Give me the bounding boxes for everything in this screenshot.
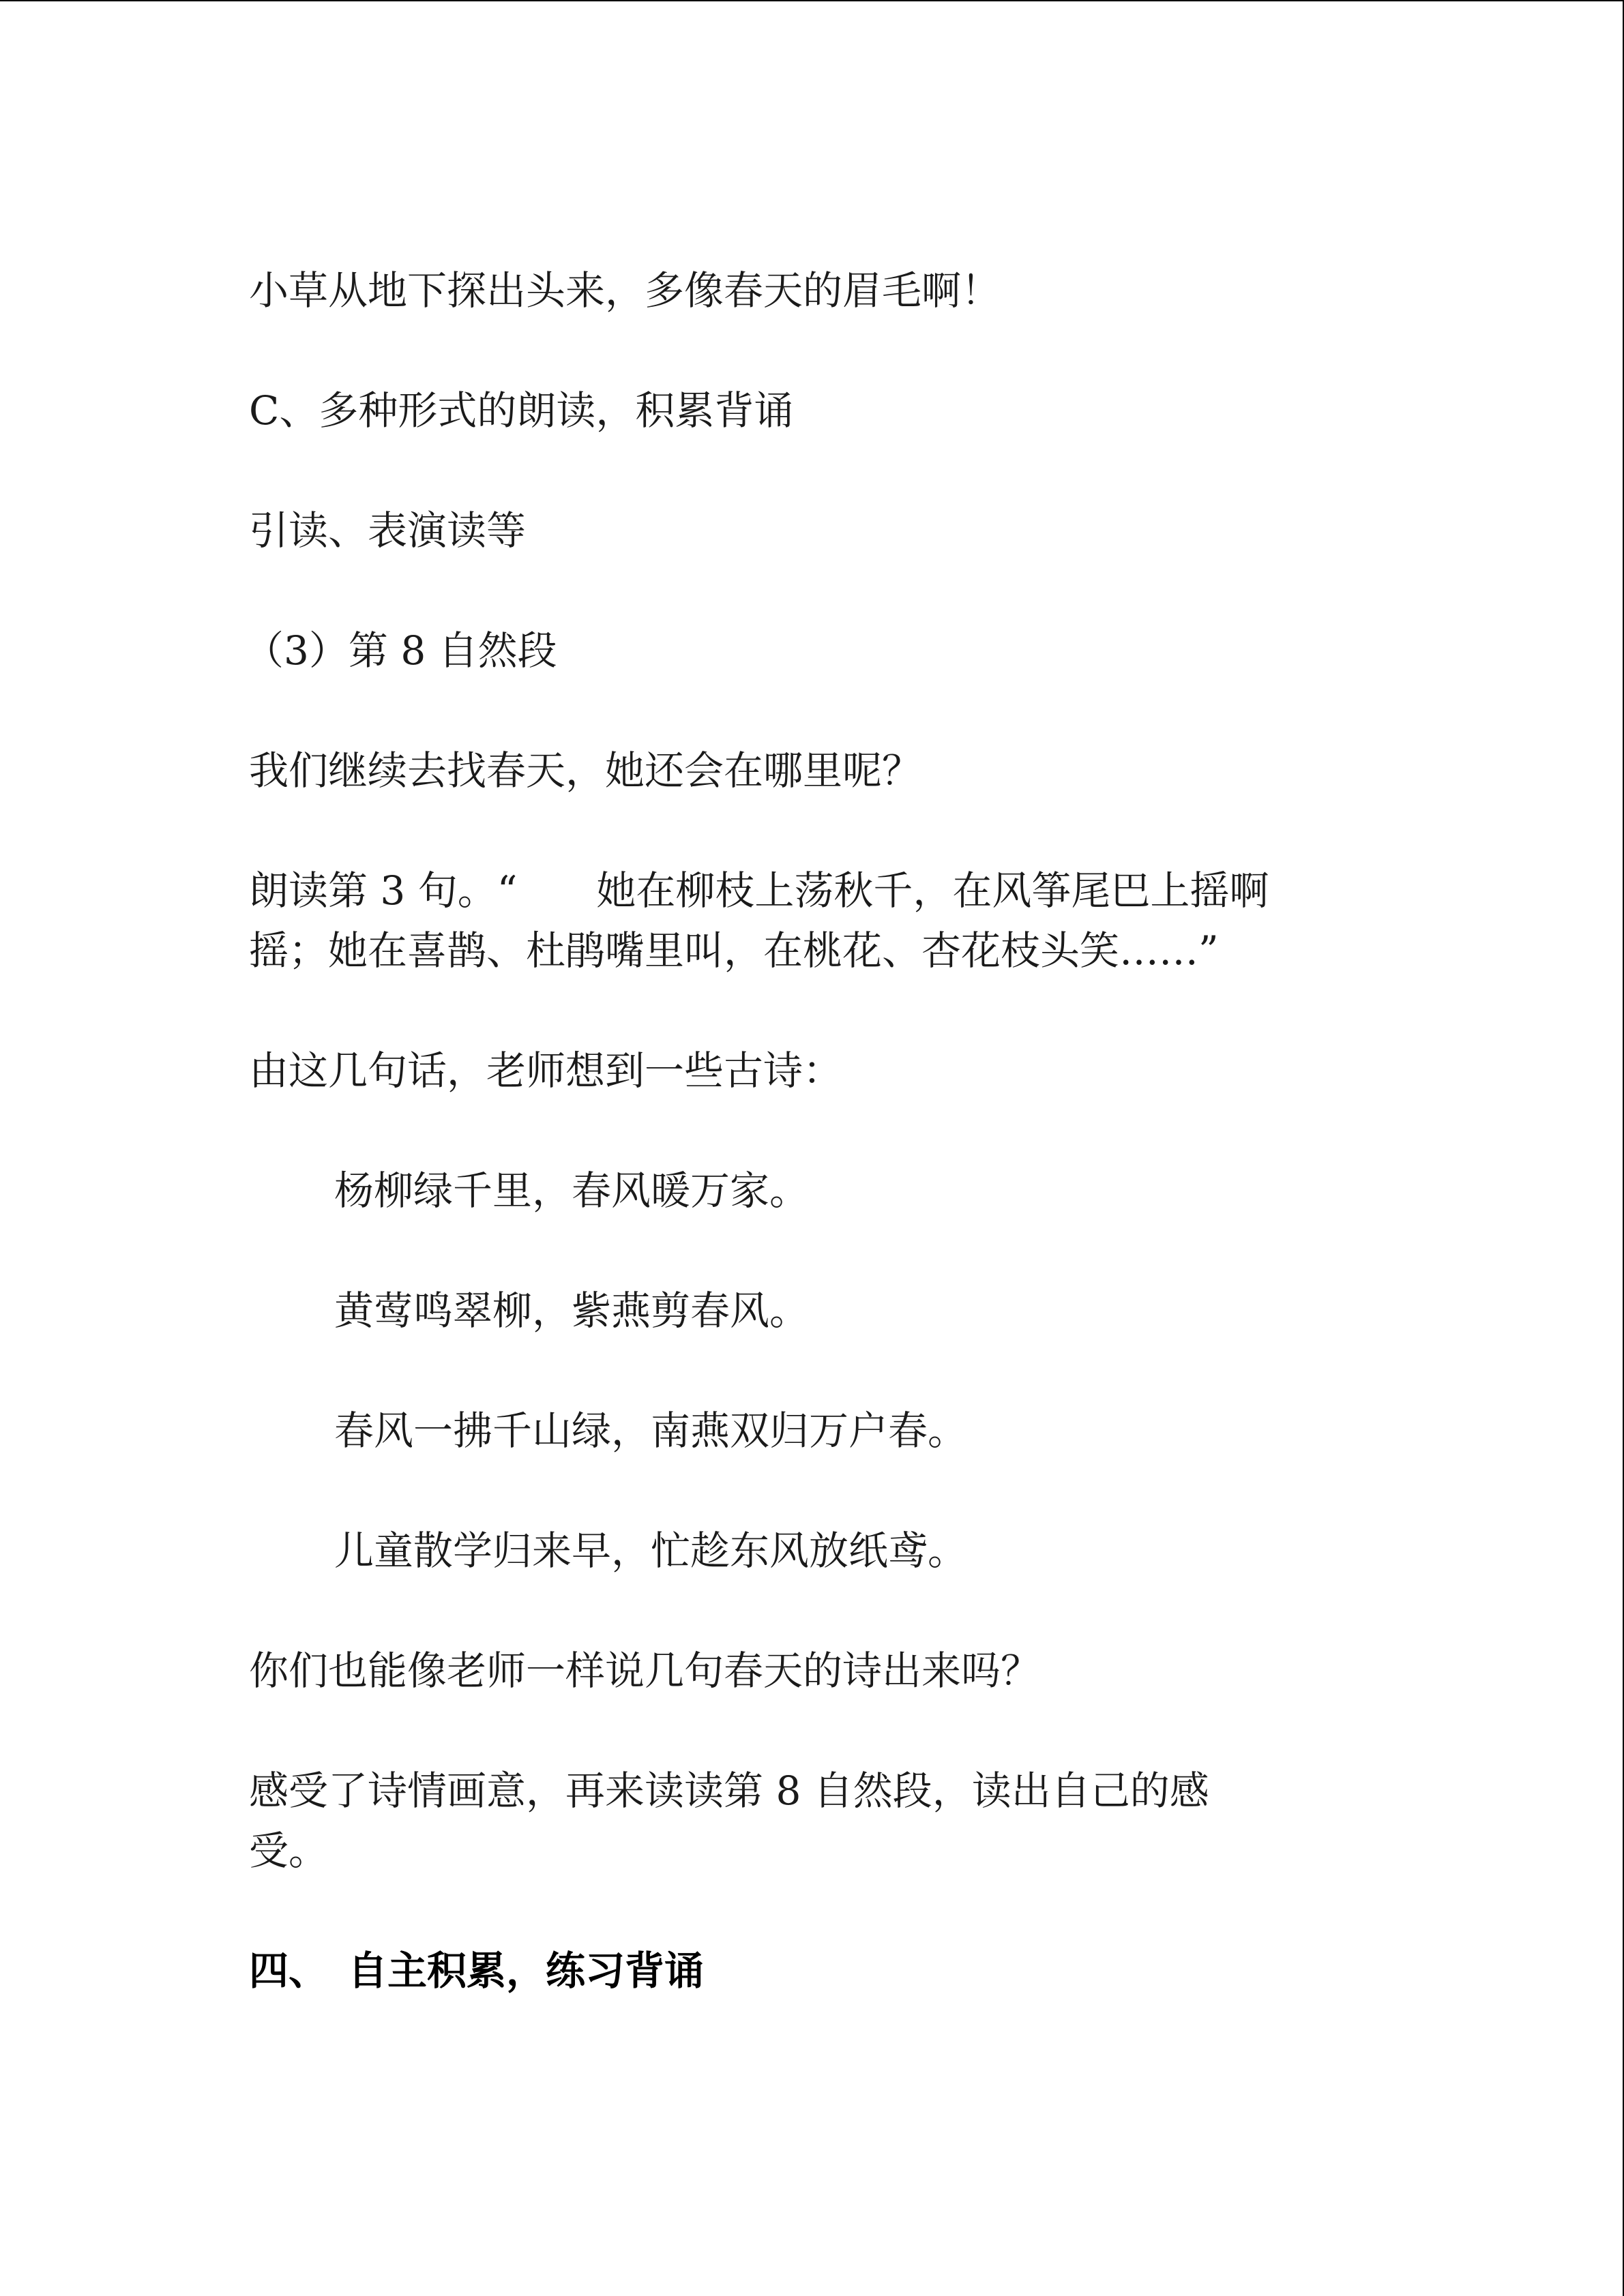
poem-line: 杨柳绿千里，春风暖万家。	[334, 1167, 810, 1214]
text-line: 摇；她在喜鹊、杜鹃嘴里叫，在桃花、杏花枝头笑……”	[249, 927, 1219, 974]
text-line: 小草从地下探出头来，多像春天的眉毛啊！	[249, 267, 1001, 314]
poem-line: 春风一拂千山绿，南燕双归万户春。	[334, 1407, 968, 1454]
poem-line: 黄莺鸣翠柳，紫燕剪春风。	[334, 1287, 810, 1334]
text-line: 你们也能像老师一样说几句春天的诗出来吗？	[249, 1648, 1041, 1694]
poem-line: 儿童散学归来早，忙趁东风放纸鸢。	[334, 1527, 968, 1574]
text-line: 感受了诗情画意，再来读读第 8 自然段，读出自己的感	[249, 1768, 1209, 1814]
section-subheading: （3）第 8 自然段	[244, 627, 557, 674]
section-heading: 四、 自主积累，练习背诵	[249, 1948, 705, 1994]
text-line: 我们继续去找春天，她还会在哪里呢？	[249, 747, 922, 794]
text-line: 由这几句话，老师想到一些古诗：	[249, 1047, 843, 1094]
text-line: 朗读第 3 句。“ 她在柳枝上荡秋千，在风筝尾巴上摇啊	[249, 867, 1269, 914]
text-line: 受。	[249, 1828, 329, 1874]
text-line: 引读、表演读等	[249, 507, 527, 554]
text-line: C、多种形式的朗读，积累背诵	[249, 387, 794, 434]
